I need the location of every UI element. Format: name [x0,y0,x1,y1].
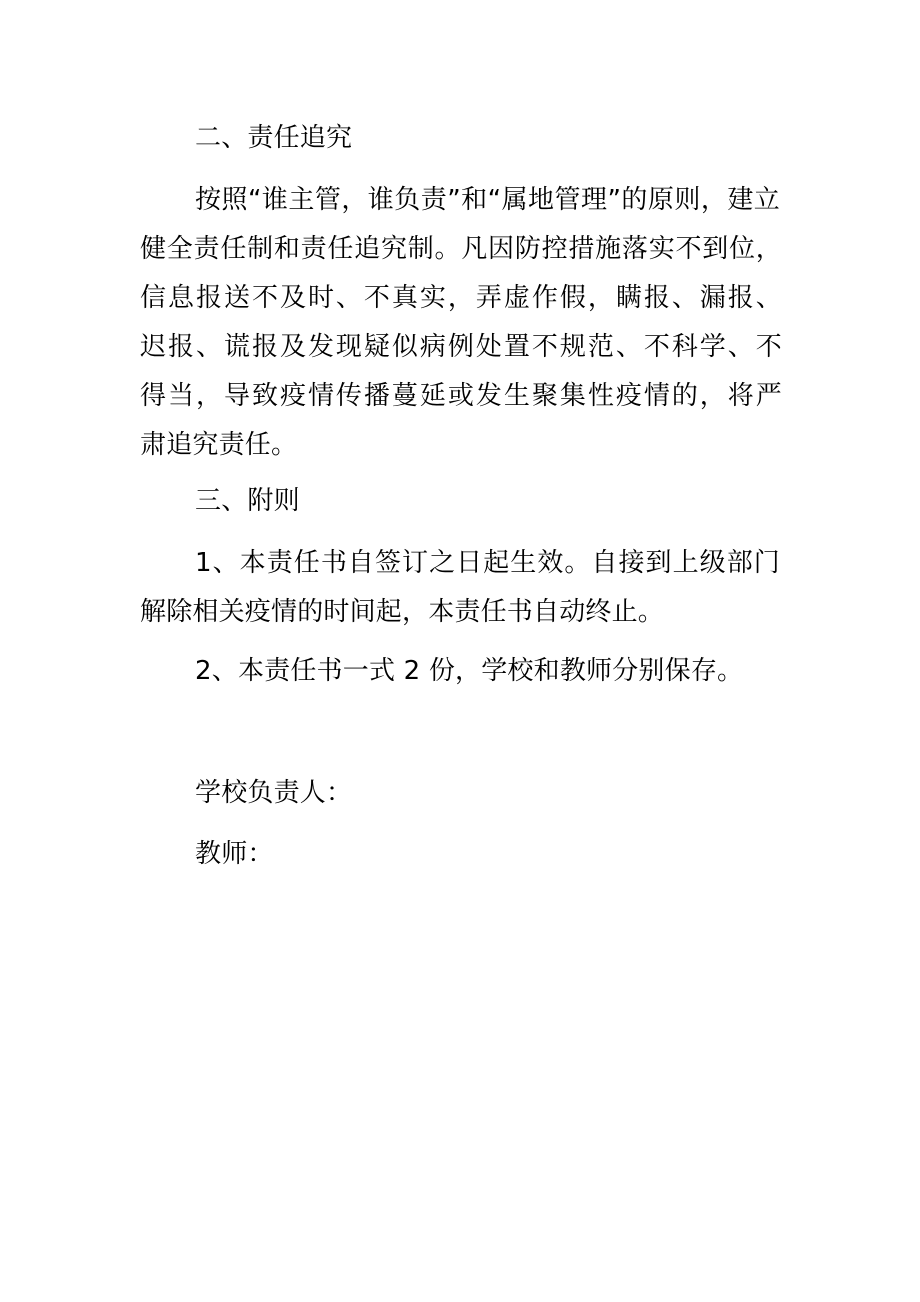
appendix-item-1-line: 解除相关疫情的时间起，本责任书自动终止。 [140,597,665,627]
appendix-item-1-line: 1、本责任书自签订之日起生效。自接到上级部门 [195,548,780,578]
section-heading-responsibility: 二、责任追究 [195,123,353,153]
signature-school-head: 学校负责人： [195,778,353,808]
paragraph-line: 按照“谁主管，谁负责”和“属地管理”的原则，建立 [195,185,780,215]
paragraph-line: 健全责任制和责任追究制。凡因防控措施落实不到位， [140,234,782,264]
signature-teacher: 教师： [195,839,274,869]
section-heading-appendix: 三、附则 [195,486,300,516]
paragraph-line: 得当，导致疫情传播蔓延或发生聚集性疫情的，将严 [140,381,782,411]
paragraph-line: 肃追究责任。 [140,430,298,460]
paragraph-line: 信息报送不及时、不真实，弄虚作假，瞒报、漏报、 [140,283,782,313]
appendix-item-2: 2、本责任书一式 2 份，学校和教师分别保存。 [195,656,744,686]
paragraph-line: 迟报、谎报及发现疑似病例处置不规范、不科学、不 [140,332,782,362]
